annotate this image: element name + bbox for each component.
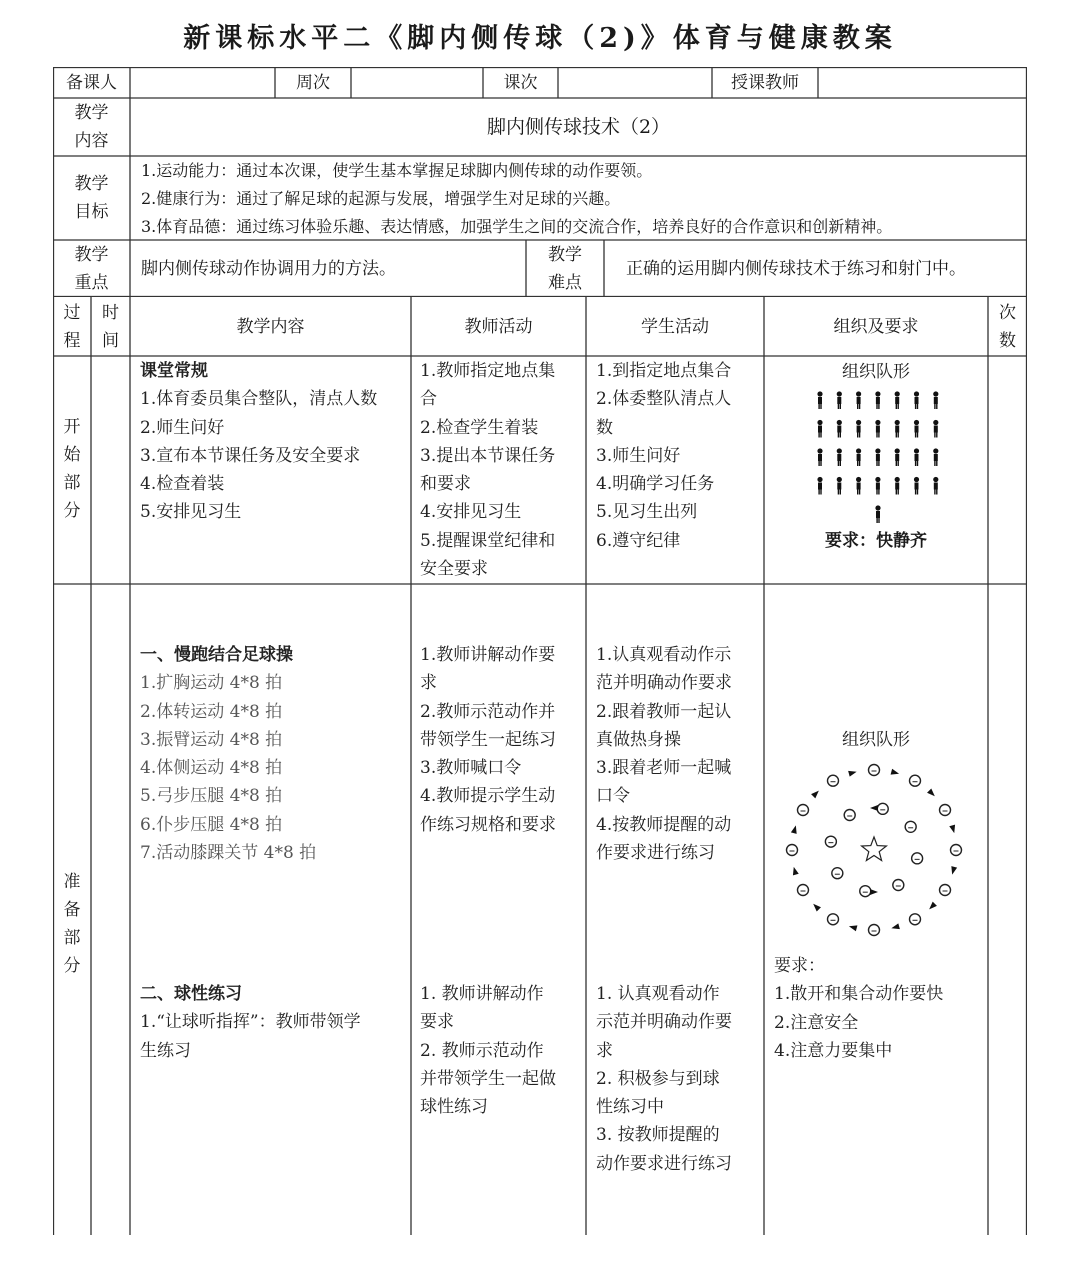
list-item: 3.宣布本节课任务及安全要求 (140, 445, 361, 466)
direction-arrow (870, 805, 878, 811)
student-figure (875, 391, 880, 409)
student-figure (856, 420, 861, 438)
column-student: 学生活动 (641, 316, 709, 337)
start-student-activity (596, 357, 763, 555)
list-line: 生练习 (140, 1040, 191, 1061)
student-face (905, 821, 916, 832)
list-line: 1.教师讲解动作要 (420, 645, 556, 665)
student-face (910, 775, 921, 786)
column-time: 时 间 (102, 302, 119, 351)
goal-item: 3.体育品德：通过练习体验乐趣、表达情感，加强学生之间的交流合作，培养良好的合作意识和创新精神。 (141, 217, 893, 236)
student-figure (837, 477, 842, 495)
lesson-header-table (53, 67, 1027, 297)
student-face (787, 845, 798, 856)
list-line: 示范并明确动作要 (596, 1012, 732, 1033)
column-content: 教学内容 (236, 316, 305, 337)
list-line: 动作要求进行练习 (596, 1153, 732, 1174)
direction-arrow (791, 866, 799, 875)
student-figure (895, 391, 900, 409)
goals-list (141, 157, 1031, 241)
list-line: 1.教师指定地点集 (420, 361, 556, 381)
student-face (825, 836, 836, 847)
student-figure (933, 420, 938, 438)
list-line: 真做热身操 (596, 729, 681, 750)
lesson-no-value (558, 67, 712, 98)
prep-org-title: 组织队形 (842, 730, 910, 750)
list-line: 作要求进行练习 (596, 843, 715, 864)
list-item: 4.检查着装 (140, 474, 225, 495)
teacher-star-icon (862, 837, 887, 861)
list-item: 2.体转运动 4*8 拍 (140, 701, 283, 722)
list-item: 1.体育委员集合整队，清点人数 (140, 389, 378, 410)
list-line: 1.“让球听指挥”：教师带领学 (140, 1012, 361, 1033)
list-item: 4.注意力要集中 (774, 1040, 893, 1061)
direction-arrow (949, 866, 957, 875)
start-teacher-activity (420, 357, 585, 583)
direction-arrow (870, 889, 878, 895)
student-figure (875, 477, 880, 495)
list-line: 3.师生问好 (596, 445, 681, 466)
start-section-label: 开 始 部 分 (63, 417, 81, 521)
column-organization: 组织及要求 (833, 316, 919, 337)
direction-arrow (891, 923, 900, 931)
week-value (351, 67, 483, 98)
student-face (940, 885, 951, 896)
list-line: 3. 按教师提醒的 (596, 1125, 720, 1146)
student-figure (837, 391, 842, 409)
student-figure (875, 448, 880, 466)
direction-arrow (949, 825, 957, 834)
student-face (869, 765, 880, 776)
direction-arrow (791, 825, 799, 834)
direction-arrow (927, 788, 937, 798)
list-item: 4.体侧运动 4*8 拍 (140, 758, 283, 779)
student-figure (933, 448, 938, 466)
column-teacher: 教师活动 (464, 316, 533, 337)
student-face (869, 925, 880, 936)
student-face (893, 880, 904, 891)
list-line: 数 (596, 417, 613, 438)
list-line: 3.教师喊口令 (420, 758, 522, 779)
list-line: 1.到指定地点集合 (596, 361, 732, 381)
list-line: 2. 教师示范动作 (420, 1040, 544, 1061)
student-figure (875, 420, 880, 438)
list-line: 作练习规格和要求 (420, 814, 556, 835)
student-figure (914, 391, 919, 409)
list-item: 3.振臂运动 4*8 拍 (140, 729, 283, 750)
goal-item: 1.运动能力：通过本次课，使学生基本掌握足球脚内侧传球的动作要领。 (141, 161, 653, 180)
list-line: 范并明确动作要求 (596, 673, 732, 694)
start-content (140, 357, 410, 527)
list-line: 6.遵守纪律 (596, 530, 681, 551)
list-item: 5.弓步压腿 4*8 拍 (140, 786, 283, 807)
key-point-label: 教学 重点 (74, 244, 109, 293)
prep-part1-teacher (420, 641, 585, 839)
prep-part1-student (596, 641, 763, 867)
difficulty-label: 教学 难点 (548, 244, 582, 293)
list-line: 球性练习 (420, 1097, 488, 1118)
student-figure (817, 391, 822, 409)
student-face (828, 775, 839, 786)
lesson-no-label: 课次 (503, 72, 538, 93)
direction-arrow (891, 769, 900, 777)
direction-arrow (811, 902, 821, 912)
prep-part2-teacher (420, 980, 585, 1121)
list-line: 4.按教师提醒的动 (596, 814, 732, 835)
column-count: 次 数 (999, 302, 1016, 351)
direction-arrow (927, 902, 937, 912)
difficulty-value: 正确的运用脚内侧传球技术于练习和射门中。 (626, 258, 966, 279)
prep-part1-content (140, 641, 410, 867)
list-line: 4.明确学习任务 (596, 474, 715, 495)
student-face (828, 914, 839, 925)
week-label: 周次 (296, 72, 330, 93)
list-line: 1. 教师讲解动作 (420, 984, 544, 1004)
student-figure (914, 420, 919, 438)
list-line: 和要求 (420, 474, 471, 495)
list-line: 2.检查学生着装 (420, 417, 539, 438)
list-line: 2.跟着教师一起认 (596, 701, 732, 722)
student-figure (895, 477, 900, 495)
start-org-requirement: 要求：快静齐 (825, 531, 927, 551)
start-content-title: 课堂常规 (140, 361, 208, 381)
goals-label: 教学 目标 (74, 174, 109, 222)
student-figure (817, 420, 822, 438)
list-line: 性练习中 (596, 1097, 664, 1118)
prep-requirements (774, 952, 984, 1065)
direction-arrow (848, 769, 857, 777)
start-org-title: 组织队形 (842, 362, 910, 382)
list-line: 5.见习生出列 (596, 502, 698, 523)
column-process: 过 程 (63, 302, 81, 351)
page-title: 新课标水平二《脚内侧传球（2)》体育与健康教案 (183, 23, 897, 54)
prep-teacher-label: 备课人 (66, 72, 117, 93)
list-line: 3.跟着老师一起喊 (596, 758, 732, 779)
student-figure (856, 448, 861, 466)
list-line: 4.教师提示学生动 (420, 786, 556, 807)
circle-formation-diagram (772, 760, 982, 940)
list-line: 2. 积极参与到球 (596, 1068, 720, 1089)
student-figure (895, 420, 900, 438)
direction-arrow (848, 923, 857, 931)
student-face (910, 914, 921, 925)
list-line: 4.安排见习生 (420, 502, 522, 523)
content-label: 教学 内容 (74, 103, 109, 151)
student-face (797, 885, 808, 896)
lesson-process-table (53, 297, 1027, 1235)
list-line: 求 (596, 1040, 613, 1061)
student-face (951, 845, 962, 856)
list-line: 安全要求 (420, 559, 488, 580)
formation-rows-diagram (808, 388, 948, 524)
content-value: 脚内侧传球技术（2） (486, 116, 671, 138)
list-line: 5.提醒课堂纪律和 (420, 530, 556, 551)
list-line: 合 (420, 389, 437, 410)
prep-section-label: 准 备 部 分 (63, 872, 81, 976)
student-figure (933, 391, 938, 409)
student-figure (856, 391, 861, 409)
list-line: 并带领学生一起做 (420, 1068, 556, 1089)
prep-part2-content (140, 980, 410, 1065)
student-figure (914, 448, 919, 466)
prep-part1-title: 一、慢跑结合足球操 (140, 645, 293, 665)
list-item: 1.散开和集合动作要快 (774, 984, 944, 1005)
student-figure (914, 477, 919, 495)
requirements-title: 要求： (774, 956, 825, 976)
prep-part2-student (596, 980, 763, 1178)
student-figure (875, 505, 880, 523)
student-figure (856, 477, 861, 495)
student-face (797, 805, 808, 816)
prep-teacher-value (130, 67, 275, 98)
student-figure (837, 420, 842, 438)
student-face (844, 809, 855, 820)
student-face (832, 868, 843, 879)
teacher-label: 授课教师 (731, 72, 799, 93)
student-face (940, 805, 951, 816)
list-line: 2.教师示范动作并 (420, 701, 556, 722)
list-item: 1.扩胸运动 4*8 拍 (140, 673, 283, 694)
goal-item: 2.健康行为：通过了解足球的起源与发展，增强学生对足球的兴趣。 (141, 189, 621, 208)
list-line: 求 (420, 673, 437, 694)
prep-part2-title: 二、球性练习 (140, 984, 242, 1004)
student-face (860, 886, 871, 897)
direction-arrow (811, 788, 821, 798)
list-item: 2.注意安全 (774, 1012, 859, 1033)
student-figure (837, 448, 842, 466)
student-figure (895, 448, 900, 466)
student-figure (933, 477, 938, 495)
student-face (877, 803, 888, 814)
list-line: 带领学生一起练习 (420, 729, 556, 750)
student-face (912, 853, 923, 864)
list-line: 要求 (420, 1012, 454, 1033)
list-item: 5.安排见习生 (140, 502, 242, 523)
list-item: 7.活动膝踝关节 4*8 拍 (140, 843, 317, 864)
list-line: 1. 认真观看动作 (596, 984, 720, 1004)
student-figure (817, 477, 822, 495)
key-point-value: 脚内侧传球动作协调用力的方法。 (141, 258, 396, 279)
list-item: 2.师生问好 (140, 417, 225, 438)
list-line: 1.认真观看动作示 (596, 645, 732, 665)
list-line: 2.体委整队清点人 (596, 389, 732, 410)
student-figure (817, 448, 822, 466)
list-line: 口令 (596, 786, 630, 807)
teacher-value (818, 67, 1027, 98)
list-item: 6.仆步压腿 4*8 拍 (140, 814, 283, 835)
list-line: 3.提出本节课任务 (420, 445, 556, 466)
